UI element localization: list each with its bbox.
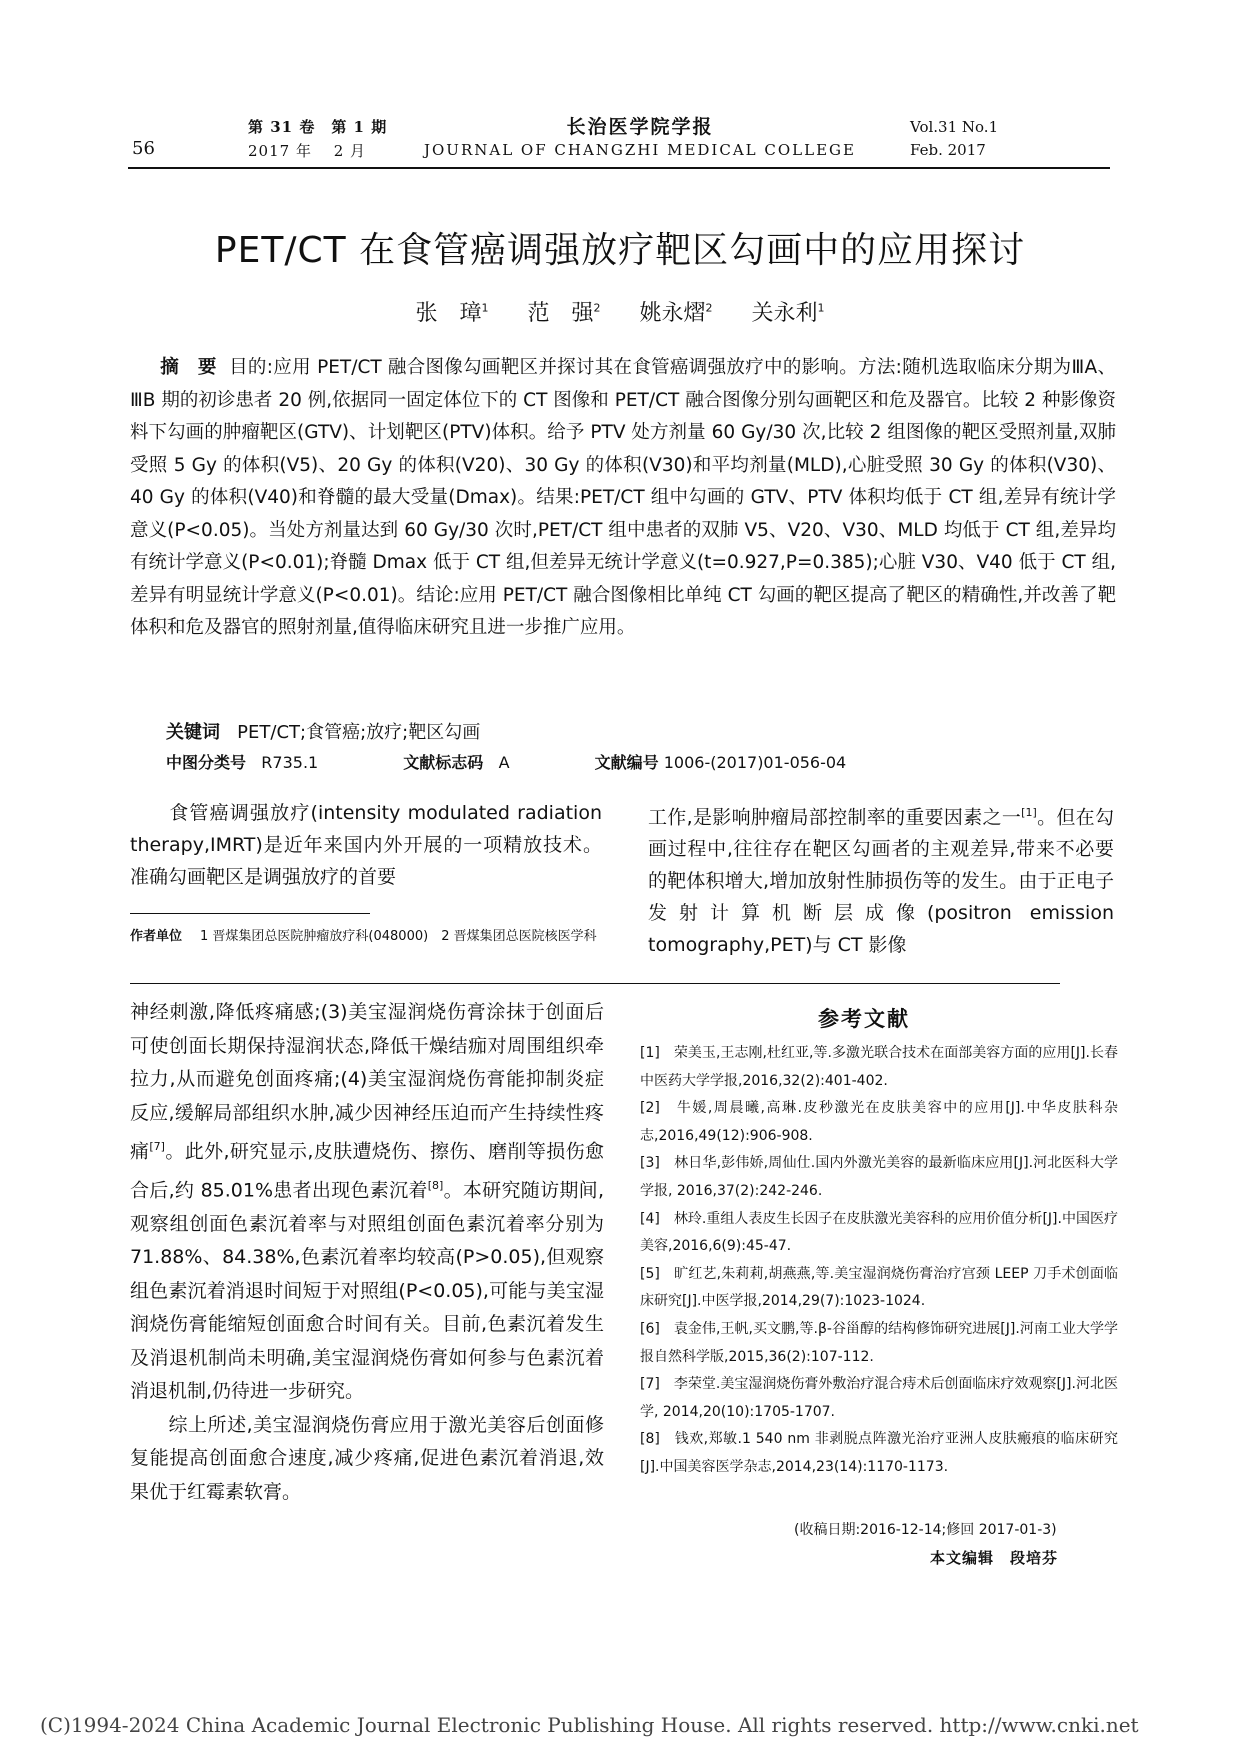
intro-left-column <box>130 797 602 893</box>
author-name: 姚永熠 <box>639 301 706 326</box>
journal-name-cn: 长治医学院学报 <box>566 116 714 138</box>
previous-article-text <box>130 996 604 1509</box>
date-cn: 2017 年 2 月 <box>248 142 367 160</box>
author-affiliation: 1 <box>817 301 825 315</box>
keywords <box>166 718 480 744</box>
citation: [1] <box>1021 806 1037 819</box>
abstract <box>130 352 1116 645</box>
keywords-label: 关键词 <box>166 722 220 743</box>
footnote-label: 作者单位 <box>130 929 183 944</box>
paragraph: 综上所述,美宝湿润烧伤膏应用于激光美容后创面修复能提高创面愈合速度,减少疼痛,促进色素沉着消退,效果优于红霉素软膏。 <box>130 1413 604 1503</box>
classification-info <box>166 750 926 773</box>
volume-issue-cn: 第 31 卷 第 1 期 <box>248 118 388 136</box>
header-rule <box>128 167 1110 169</box>
reference-item: [6] 袁金伟,王帆,买文鹏,等.β-谷甾醇的结构修饰研究进展[J].河南工业大学学报自然科学版,2015,36(2):107-112. <box>640 1320 1118 1365</box>
journal-name-en: JOURNAL OF CHANGZHI MEDICAL COLLEGE <box>424 141 856 159</box>
reference-item: [7] 李荣堂.美宝湿润烧伤膏外敷治疗混合痔术后创面临床疗效观察[J].河北医学, 2014,20(10):1705-1707. <box>640 1376 1118 1420</box>
clc-value: R735.1 <box>261 753 319 772</box>
editor-credit: 本文编辑 段培芬 <box>930 1549 1059 1567</box>
received-date: (收稿日期:2016-12-14;修回 2017-01-3) <box>794 1522 1057 1538</box>
intro-right-text-2: 。但在勾画过程中,往往存在靶区勾画者的主观差异,带来不必要的靶体积增大,增加放射性肺损伤等的发生。由于正电子发射计算机断层成像(positron emission tomography,PET)与 CT 影像 <box>648 806 1114 957</box>
clc-label: 中图分类号 <box>166 753 247 772</box>
date-en: Feb. 2017 <box>910 141 986 159</box>
author-name: 范 强 <box>527 301 594 326</box>
keywords-text: PET/CT;食管癌;放疗;靶区勾画 <box>237 722 481 743</box>
article-no-value: 1006-(2017)01-056-04 <box>663 753 847 772</box>
reference-item: [1] 荣美玉,王志刚,杜红亚,等.多激光联合技术在面部美容方面的应用[J].长春中医药大学学报,2016,32(2):401-402. <box>640 1045 1118 1089</box>
intro-right-text: 工作,是影响肿瘤局部控制率的重要因素之一 <box>648 806 1022 829</box>
abstract-label: 摘 要 <box>160 357 217 378</box>
reference-list <box>640 1040 1118 1482</box>
page-number: 56 <box>132 138 155 159</box>
author-affiliation: 2 <box>593 301 601 315</box>
intro-right-column <box>648 797 1114 961</box>
references-heading: 参考文献 <box>818 1007 910 1031</box>
article-no-label: 文献编号 <box>594 753 659 772</box>
author-affiliation: 1 <box>481 301 489 315</box>
footnote-rule <box>130 913 370 914</box>
reference-item: [5] 旷红艺,朱莉莉,胡燕燕,等.美宝湿润烧伤膏治疗宫颈 LEEP 刀手术创面临床研究[J].中医学报,2014,29(7):1023-1024. <box>640 1265 1118 1310</box>
article-title: PET/CT 在食管癌调强放疗靶区勾画中的应用探讨 <box>214 230 1026 271</box>
volume-issue-en: Vol.31 No.1 <box>910 118 999 136</box>
reference-item: [3] 林日华,彭伟娇,周仙仕.国内外激光美容的最新临床应用[J].河北医科大学学报, 2016,37(2):242-246. <box>640 1155 1118 1199</box>
citation: [7] <box>149 1140 165 1153</box>
reference-item: [2] 牛媛,周晨曦,高琳.皮秒激光在皮肤美容中的应用[J].中华皮肤科杂志,2016,49(12):906-908. <box>640 1100 1118 1144</box>
doc-code-label: 文献标志码 <box>403 753 484 772</box>
paragraph: 神经刺激,降低疼痛感;(3)美宝湿润烧伤膏涂抹于创面后可使创面长期保持湿润状态,降低干燥结痂对周围组织牵拉力,从而避免创面疼痛;(4)美宝湿润烧伤膏能抑制炎症反应,缓解局部组织水肿,减少因神经压迫而产生持续性疼痛[7]。此外,研究显示,皮肤遭烧伤、擦伤、磨削等损伤愈合后,约 85.01%患者出现色素沉着[8]。本研究随访期间,观察组创面色素沉着率与对照组创面色素沉着率分别为 71.88%、84.38%,色素沉着率均较高(P>0.05),但观察组色素沉着消退时间短于对照组(P<0.05),可能与美宝湿润烧伤膏能缩短创面愈合时间有关。目前,色素沉着发生及消退机制尚未明确,美宝湿润烧伤膏如何参与色素沉着消退机制,仍待进一步研究。 <box>130 1001 604 1403</box>
author-affiliation: 2 <box>705 301 713 315</box>
author-name: 关永利 <box>751 301 818 326</box>
abstract-text: 目的:应用 PET/CT 融合图像勾画靶区并探讨其在食管癌调强放疗中的影响。方法:随机选取临床分期为ⅢA、ⅢB 期的初诊患者 20 例,依据同一固定体位下的 CT 图像和 PET/CT 融合图像分别勾画靶区和危及器官。比较 2 种影像资料下勾画的肿瘤靶区(GTV)、计划靶区(PTV)体积。给予 PTV 处方剂量 60 Gy/30 次,比较 2 组图像的靶区受照剂量,双肺受照 5 Gy 的体积(V5)、20 Gy 的体积(V20)、30 Gy 的体积(V30)和平均剂量(MLD),心脏受照 30 Gy 的体积(V30)、40 Gy 的体积(V40)和脊髓的最大受量(Dmax)。结果:PET/CT 组中勾画的 GTV、PTV 体积均低于 CT 组,差异有统计学意义(P<0.05)。当处方剂量达到 60 Gy/30 次时,PET/CT 组中患者的双肺 V5、V20、V30、MLD 均低于 CT 组,差异均有统计学意义(P<0.01);脊髓 Dmax 低于 CT 组,但差异无统计学意义(t=0.927,P=0.385);心脏 V30、V40 低于 CT 组,差异有明显统计学意义(P<0.01)。结论:应用 PET/CT 融合图像相比单纯 CT 勾画的靶区提高了靶区的精确性,并改善了靶体积和危及器官的照射剂量,值得临床研究且进一步推广应用。 <box>130 357 1116 638</box>
reference-item: [8] 钱欢,郑敏.1 540 nm 非剥脱点阵激光治疗亚洲人皮肤瘢痕的临床研究[J].中国美容医学杂志,2014,23(14):1170-1173. <box>640 1431 1118 1475</box>
copyright-notice: (C)1994-2024 China Academic Journal Electronic Publishing House. All rights reserved. http://www.cnki.net <box>40 1713 1139 1737</box>
reference-item: [4] 林玲.重组人表皮生长因子在皮肤激光美容科的应用价值分析[J].中国医疗美容,2016,6(9):45-47. <box>640 1210 1118 1255</box>
footnote-text: 1 晋煤集团总医院肿瘤放疗科(048000) 2 晋煤集团总医院核医学科 <box>200 929 597 944</box>
citation: [8] <box>427 1178 444 1192</box>
intro-left-text: 食管癌调强放疗(intensity modulated radiation therapy,IMRT)是近年来国内外开展的一项精放技术。准确勾画靶区是调强放疗的首要 <box>130 802 602 888</box>
section-divider <box>130 983 1060 984</box>
author-list <box>0 296 1240 327</box>
author-name: 张 璋 <box>415 301 482 326</box>
author-affiliation-footnote <box>130 925 610 949</box>
doc-code-value: A <box>498 753 510 772</box>
